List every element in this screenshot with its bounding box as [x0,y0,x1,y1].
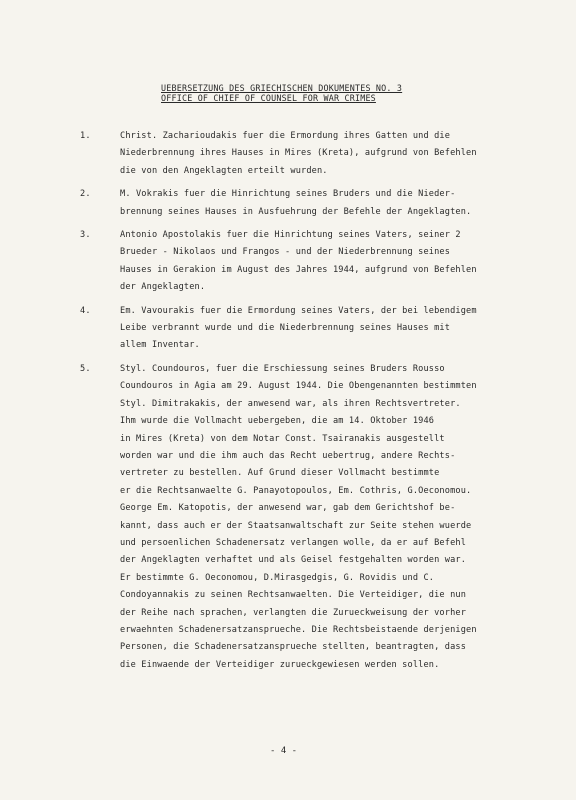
item-line: worden war und die ihm auch das Recht uebertrug, andere Rechts- [120,450,456,461]
claim-item-2 [80,186,550,221]
item-line: der Angeklagten verhaftet und als Geisel festgehalten worden war. [120,555,467,566]
item-line: Brueder - Nikolaos und Frangos - und der Niederbrennung seines [120,247,451,258]
item-line: erwaehnten Schadenersatzansprueche. Die Rechtsbeistaende derjenigen [120,624,477,635]
item-line: der Reihe nach sprachen, verlangten die Zurueckweisung der vorher [120,607,467,618]
item-line: Condoyannakis zu seinen Rechtsanwaelten. Die Verteidiger, die nun [120,590,467,601]
item-line: die von den Angeklagten erteilt wurden. [120,165,328,176]
claim-item-5 [80,361,550,674]
item-line: Em. Vavourakis fuer die Ermordung seines Vaters, der bei lebendigem [120,305,477,316]
claim-item-3 [80,227,550,297]
item-line: vertreter zu bestellen. Auf Grund dieser Vollmacht bestimmte [120,468,440,479]
item-number: 1. [80,131,91,141]
item-line: M. Vokrakis fuer die Hinrichtung seines Bruders und die Nieder- [120,189,456,200]
item-line: Er bestimmte G. Oeconomou, D.Mirasgedgis, G. Rovidis und C. [120,572,435,583]
item-line: Personen, die Schadenersatzansprueche stellten, beantragten, dass [120,642,467,653]
item-number: 3. [80,230,91,241]
item-line: George Em. Katopotis, der anwesend war, gab dem Gerichtshof be- [120,503,456,514]
claim-item-1 [80,128,550,180]
item-line: kannt, dass auch er der Staatsanwaltschaft zur Seite stehen wuerde [120,520,472,531]
item-number: 5. [80,363,91,374]
document-body [80,128,550,680]
page-number: - 4 - [270,746,298,756]
item-line: Hauses in Gerakion im August des Jahres 1944, aufgrund von Befehlen [120,264,477,275]
item-line: Niederbrennung ihres Hauses in Mires (Kreta), aufgrund von Befehlen [120,148,477,159]
item-line: in Mires (Kreta) von dem Notar Const. Tsairanakis ausgestellt [120,433,445,444]
item-line: und persoenlichen Schadenersatz verlangen wolle, da er auf Befehl [120,537,467,548]
item-line: Styl. Dimitrakakis, der anwesend war, als ihren Rechtsvertreter. [120,398,461,409]
item-line: allem Inventar. [120,340,200,351]
item-line: der Angeklagten. [120,282,206,293]
item-line: Styl. Coundouros, fuer die Erschiessung seines Bruders Rousso [120,363,445,374]
item-line: Christ. Zacharioudakis fuer die Ermordung ihres Gatten und die [120,131,451,141]
item-line: Coundouros in Agia am 29. August 1944. Die Obengenannten bestimmten [120,381,477,392]
item-number: 2. [80,189,91,200]
header-line-1: UEBERSETZUNG DES GRIECHISCHEN DOKUMENTES NO. 3 [161,83,403,93]
item-line: brennung seines Hauses in Ausfuehrung der Befehle der Angeklagten. [120,206,472,217]
header-line-2: OFFICE OF CHIEF OF COUNSEL FOR WAR CRIMES [161,93,376,103]
item-line: Leibe verbrannt wurde und die Niederbrennung seines Hauses mit [120,323,451,334]
item-line: Antonio Apostolakis fuer die Hinrichtung seines Vaters, seiner 2 [120,230,461,241]
item-number: 4. [80,305,91,316]
claim-item-4 [80,303,550,355]
item-line: die Einwaende der Verteidiger zurueckgewiesen werden sollen. [120,659,440,670]
item-line: Ihm wurde die Vollmacht uebergeben, die am 14. Oktober 1946 [120,416,435,427]
item-line: er die Rechtsanwaelte G. Panayotopoulos, Em. Cothris, G.Oeconomou. [120,485,472,496]
document-header [161,83,421,103]
